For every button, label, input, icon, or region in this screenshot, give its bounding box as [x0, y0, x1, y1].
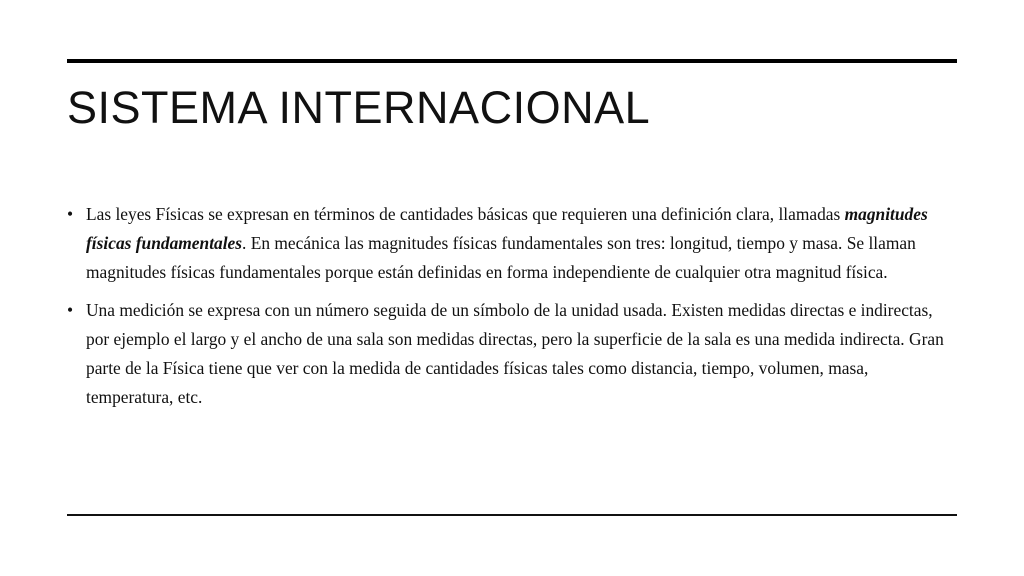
bullet-marker: •	[67, 300, 74, 320]
bullet-marker: •	[67, 204, 74, 224]
bullet-item-measurement	[67, 296, 957, 412]
footer-rule	[67, 514, 957, 516]
bullet-text-after: . En mecánica las magnitudes físicas fundamentales son tres: longitud, tiempo y masa. Se llaman magnitudes físicas fundamentales porque están definidas en forma independiente de cualquier otra magnitud física.	[86, 233, 916, 282]
slide-title: SISTEMA INTERNACIONAL	[67, 82, 651, 133]
bullet-text: Una medición se expresa con un número seguida de un símbolo de la unidad usada. Existen medidas directas e indirectas, por ejemplo el largo y el ancho de una sala son medidas directas, pero la superficie de la sala es una medida indirecta. Gran parte de la Física tiene que ver con la medida de cantidades físicas tales como distancia, tiempo, volumen, masa, temperatura, etc.	[86, 300, 944, 407]
bullet-item-fundamental-magnitudes	[67, 200, 957, 287]
bullet-emphasis-text: magnitudes físicas fundamentales	[86, 204, 928, 253]
title-top-rule	[67, 59, 957, 63]
bullet-text-before: Las leyes Físicas se expresan en términos de cantidades básicas que requieren una definición clara, llamadas	[86, 204, 845, 224]
slide-content-list	[67, 200, 957, 421]
